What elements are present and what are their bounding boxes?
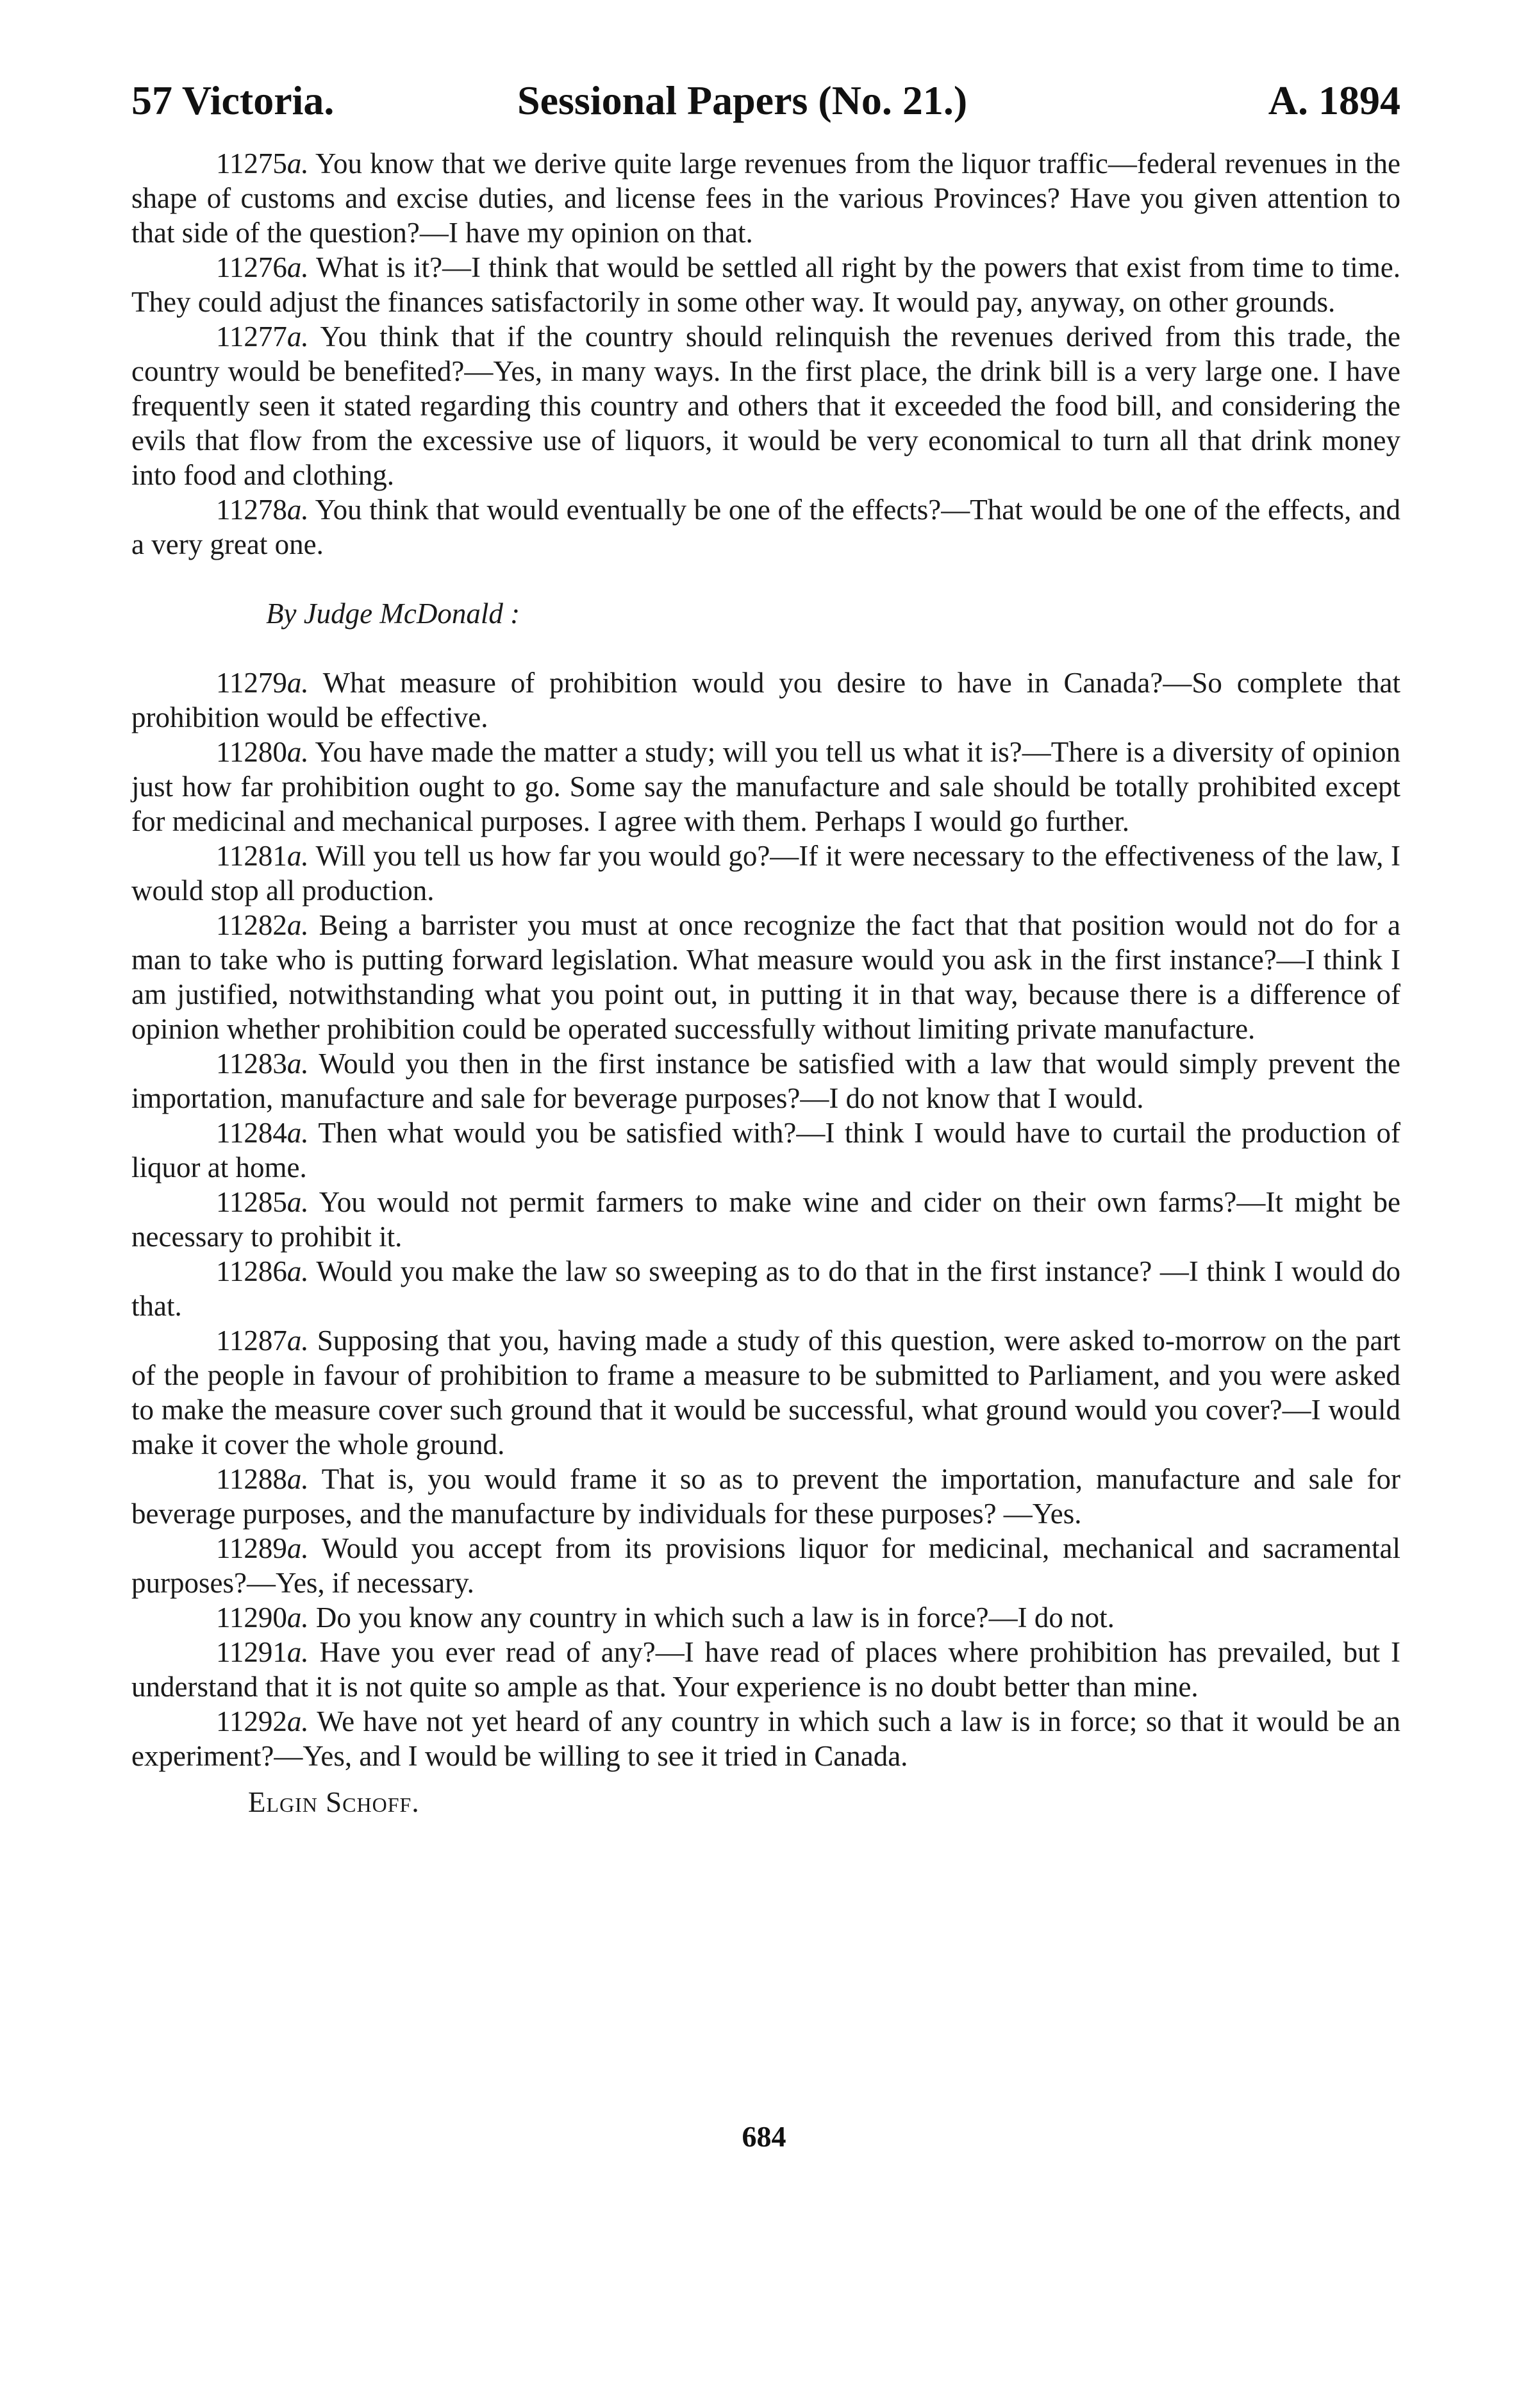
page-header (131, 72, 1400, 130)
question-number: 11279 (216, 667, 287, 699)
question-text: You would not permit farmers to make wine and cider on their own farms?—It might be necessary to prohibit it. (131, 1186, 1400, 1253)
body-text (131, 146, 1400, 1819)
question-text: Have you ever read of any?—I have read of places where prohibition has prevailed, but I understand that it is not quite so ample as that. Your experience is no doubt better than mine. (131, 1636, 1400, 1703)
question-paragraph (131, 146, 1400, 250)
question-number: 11289 (216, 1532, 287, 1564)
question-number: 11287 (216, 1325, 287, 1357)
question-paragraph (131, 1116, 1400, 1185)
question-number: 11288 (216, 1463, 287, 1495)
question-number-suffix: a. (286, 909, 309, 941)
question-list-before (131, 146, 1400, 562)
question-number-suffix: a. (286, 1636, 309, 1668)
question-text: What is it?—I think that would be settled all right by the powers that exist from time to time. They could adjust the finances satisfactorily in some other way. It would pay, anyway, on other grounds. (131, 251, 1400, 318)
question-number-suffix: a. (286, 147, 309, 180)
question-text: Would you make the law so sweeping as to do that in the first instance? —I think I would do that. (131, 1255, 1400, 1322)
question-text: You have made the matter a study; will you tell us what it is?—There is a diversity of opinion just how far prohibition ought to go. Some say the manufacture and sale should be totally prohibited except for medicinal and mechanical purposes. I agree with them. Perhaps I would go further. (131, 736, 1400, 837)
question-paragraph (131, 665, 1400, 735)
question-paragraph (131, 1046, 1400, 1116)
question-number: 11278 (216, 494, 287, 526)
question-number: 11282 (216, 909, 287, 941)
question-text: We have not yet heard of any country in which such a law is in force; so that it would be an experiment?—Yes, and I would be willing to see it tried in Canada. (131, 1705, 1400, 1772)
question-text: That is, you would frame it so as to prevent the importation, manufacture and sale for beverage purposes, and the manufacture by individuals for these purposes? —Yes. (131, 1463, 1400, 1530)
question-text: Will you tell us how far you would go?—If it were necessary to the effectiveness of the law, I would stop all production. (131, 840, 1400, 907)
question-number: 11284 (216, 1117, 287, 1149)
question-text: Would you then in the first instance be satisfied with a law that would simply prevent the importation, manufacture and sale for beverage purposes?—I do not know that I would. (131, 1048, 1400, 1114)
question-text: Then what would you be satisfied with?—I think I would have to curtail the production of liquor at home. (131, 1117, 1400, 1183)
witness-signature: Elgin Schoff. (248, 1786, 420, 1818)
question-paragraph (131, 735, 1400, 839)
question-paragraph (131, 1635, 1400, 1704)
question-text: You think that if the country should relinquish the revenues derived from this trade, the country would be benefited?—Yes, in many ways. In the first place, the drink bill is a very large one. I have frequently seen it stated regarding this country and others that it exceeded the food bill, and considering the evils that flow from the excessive use of liquors, it would be very economical to turn all that drink money into food and clothing. (131, 321, 1400, 491)
question-number: 11286 (216, 1255, 287, 1287)
question-number-suffix: a. (286, 1255, 309, 1287)
question-text: Being a barrister you must at once recognize the fact that that position would not do for a man to take who is putting forward legislation. What measure would you ask in the first instance?—I think I am justified, notwithstanding what you point out, in putting it in that way, because there is a difference of opinion whether prohibition could be operated successfully without limiting private manufacture. (131, 909, 1400, 1045)
question-number-suffix: a. (286, 736, 309, 768)
question-paragraph (131, 319, 1400, 492)
question-text: Supposing that you, having made a study of this question, were asked to-morrow on the part of the people in favour of prohibition to frame a measure to be submitted to Parliament, and you were asked to make the measure cover such ground that it would be successful, what ground would you cover?—I would make it cover the whole ground. (131, 1325, 1400, 1460)
question-text: Would you accept from its provisions liquor for medicinal, mechanical and sacramental purposes?—Yes, if necessary. (131, 1532, 1400, 1599)
header-session: 57 Victoria. (131, 78, 335, 123)
question-number: 11275 (216, 147, 287, 180)
question-number-suffix: a. (286, 667, 309, 699)
question-paragraph (131, 1254, 1400, 1323)
question-number-suffix: a. (286, 1463, 309, 1495)
question-number: 11276 (216, 251, 287, 283)
question-number-suffix: a. (286, 1532, 309, 1564)
question-text: You know that we derive quite large revenues from the liquor traffic—federal revenues in the shape of customs and excise duties, and license fees in the various Provinces? Have you given attention to that side of the question?—I have my opinion on that. (131, 147, 1400, 249)
question-paragraph (131, 1323, 1400, 1462)
question-number: 11277 (216, 321, 287, 353)
question-number-suffix: a. (286, 251, 309, 283)
question-number-suffix: a. (286, 1117, 309, 1149)
question-number: 11290 (216, 1601, 287, 1634)
header-year: A. 1894 (1268, 78, 1400, 123)
question-paragraph (131, 250, 1400, 319)
question-paragraph (131, 1462, 1400, 1531)
question-number: 11291 (216, 1636, 287, 1668)
question-paragraph (131, 1185, 1400, 1254)
question-paragraph (131, 1531, 1400, 1600)
page-number: 684 (742, 2120, 786, 2153)
question-number-suffix: a. (286, 1048, 309, 1080)
header-title: Sessional Papers (No. 21.) (517, 78, 968, 123)
question-number-suffix: a. (286, 1186, 309, 1218)
question-list-after (131, 665, 1400, 1773)
question-number: 11285 (216, 1186, 287, 1218)
question-number-suffix: a. (286, 1325, 309, 1357)
question-paragraph (131, 1704, 1400, 1773)
question-number-suffix: a. (286, 1705, 309, 1737)
question-number-suffix: a. (286, 321, 309, 353)
question-paragraph (131, 908, 1400, 1046)
question-text: What measure of prohibition would you desire to have in Canada?—So complete that prohibition would be effective. (131, 667, 1400, 733)
question-paragraph (131, 1600, 1400, 1635)
question-number-suffix: a. (286, 494, 309, 526)
question-paragraph (131, 839, 1400, 908)
question-number: 11280 (216, 736, 287, 768)
question-number-suffix: a. (286, 840, 309, 872)
examiner-heading: By Judge McDonald : (266, 598, 520, 630)
question-number: 11283 (216, 1048, 287, 1080)
question-number: 11281 (216, 840, 287, 872)
question-paragraph (131, 492, 1400, 562)
question-text: You think that would eventually be one of the effects?—That would be one of the effects, and a very great one. (131, 494, 1400, 560)
question-text: Do you know any country in which such a law is in force?—I do not. (308, 1601, 1115, 1634)
question-number-suffix: a. (286, 1601, 309, 1634)
question-number: 11292 (216, 1705, 287, 1737)
